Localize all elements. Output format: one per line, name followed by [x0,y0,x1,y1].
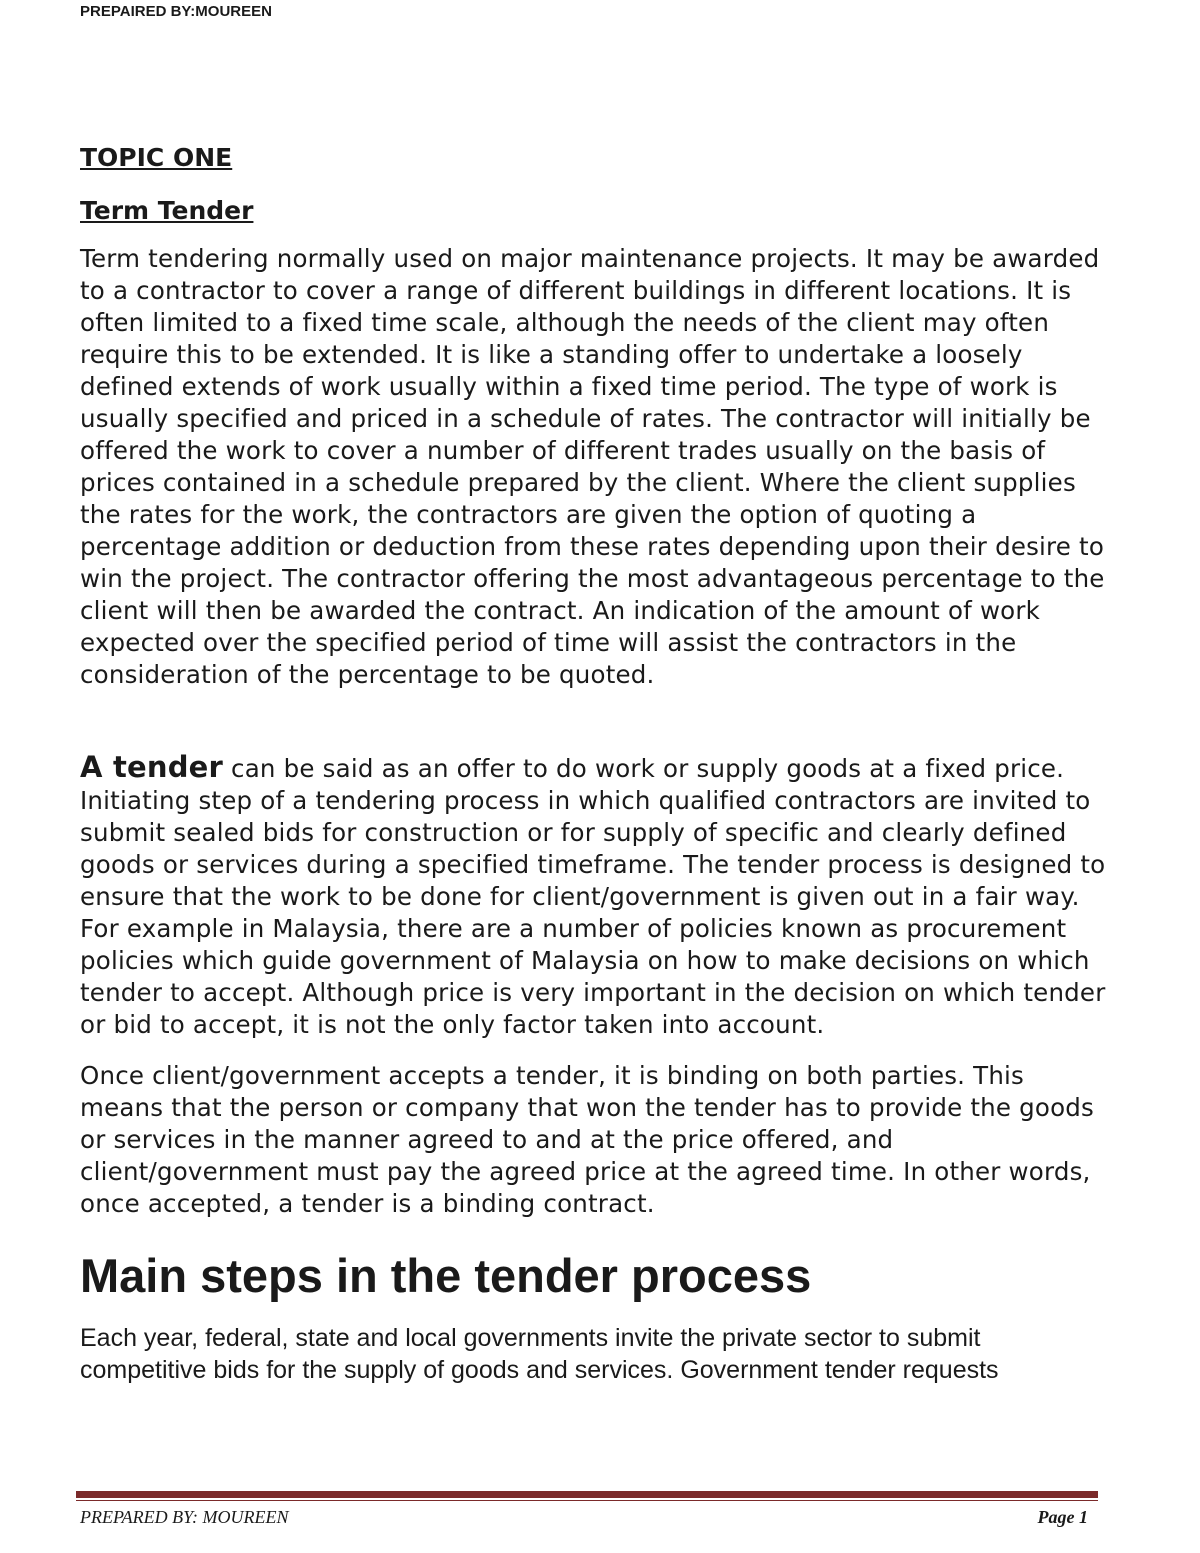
topic-title: TOPIC ONE [80,143,233,172]
subtopic-title: Term Tender [80,196,254,225]
paragraph-each-year: Each year, federal, state and local governments invite the private sector to submit competitive bids for the supply of goods and services. Government tender requests [80,1324,999,1384]
page-header: PREPAIRED BY:MOUREEN [80,3,272,20]
paragraph-binding: Once client/government accepts a tender, it is binding on both parties. This means that the person or company that won the tender has to provide the goods or services in the manner agreed to and at the price offered, and client/government must pay the agreed price at the agreed time. In other words, once accepted, a tender is a binding contract. [80,1061,1094,1218]
paragraph-lead-bold: A tender [80,750,224,784]
footer-divider [76,1491,1098,1498]
footer-author: PREPARED BY: MOUREEN [80,1507,289,1527]
page-number: Page 1 [1037,1507,1088,1527]
section-heading: Main steps in the tender process [80,1249,812,1302]
paragraph-a-tender-text: can be said as an offer to do work or supply goods at a fixed price. Initiating step of a tendering process in which qualified contractors are invited to submit sealed bids for construction or for supply of specific and clearly defined goods or services during a specified timeframe. The tender process is designed to ensure that the work to be done for client/government is given out in a fair way. For example in Malaysia, there are a number of policies known as procurement policies which guide government of Malaysia on how to make decisions on which tender to accept. Although price is very important in the decision on which tender or bid to accept, it is not the only factor taken into account. [80,754,1106,1039]
paragraph-term-tendering: Term tendering normally used on major maintenance projects. It may be awarded to a contractor to cover a range of different buildings in different locations. It is often limited to a fixed time scale, although the needs of the client may often require this to be extended. It is like a standing offer to undertake a loosely defined extends of work usually within a fixed time period. The type of work is usually specified and priced in a schedule of rates. The contractor will initially be offered the work to cover a number of different trades usually on the basis of prices contained in a schedule prepared by the client. Where the client supplies the rates for the work, the contractors are given the option of quoting a percentage addition or deduction from these rates depending upon their desire to win the project. The contractor offering the most advantageous percentage to the client will then be awarded the contract. An indication of the amount of work expected over the specified period of time will assist the contractors in the consideration of the percentage to be quoted. [80,244,1105,689]
document-body [80,140,1110,1386]
paragraph-a-tender [80,751,1110,1041]
footer-divider-thin [76,1500,1098,1501]
